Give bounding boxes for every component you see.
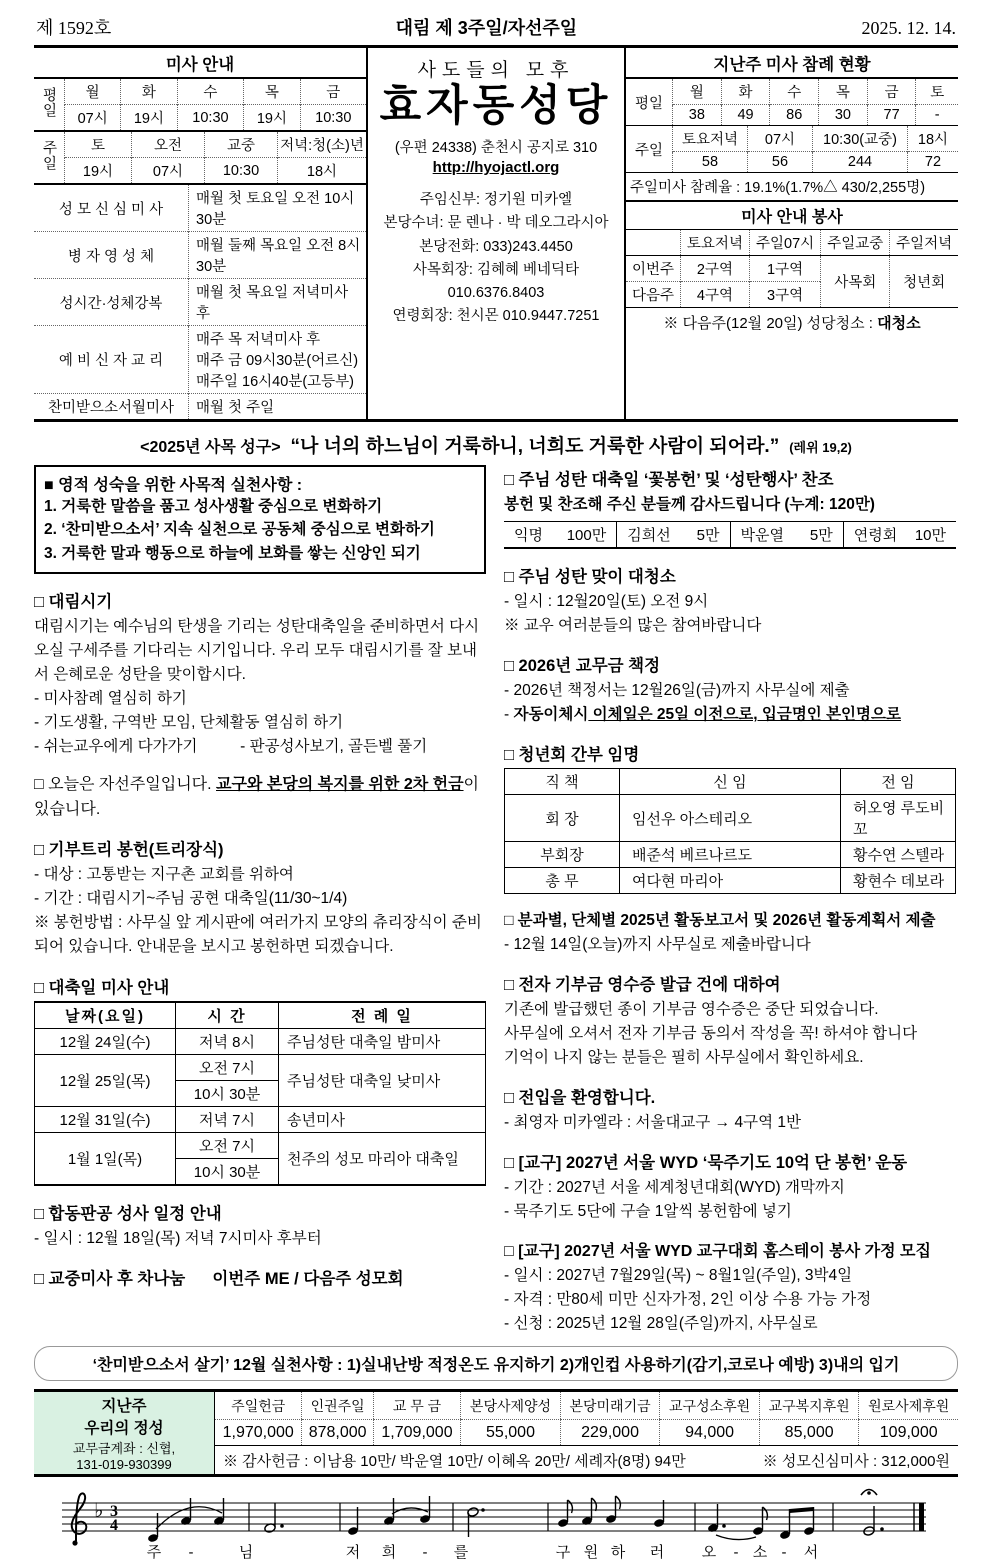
attendance-title: 지난주 미사 참례 현황 xyxy=(626,48,958,79)
day-cell: 금 xyxy=(300,79,366,105)
section-title: □ [교구] 2027년 서울 WYD 교구대회 홈스테이 봉사 가정 모집 xyxy=(504,1243,931,1261)
date-cell: 12월 31일(수) xyxy=(35,1106,176,1132)
offering-label-cell: 지난주 우리의 정성 교무금계좌 : 신협, 131-019-930399 xyxy=(34,1391,215,1476)
day-cell: 화 xyxy=(721,79,770,105)
svg-text:희: 희 xyxy=(381,1544,397,1562)
svg-text:님: 님 xyxy=(238,1544,254,1562)
section-e-receipt xyxy=(504,971,956,1070)
offering-value: 1,970,000 xyxy=(215,1420,302,1446)
donor-cell: 연령회 10만 xyxy=(843,522,956,547)
donor-cell: 익명 100만 xyxy=(514,527,607,545)
motto-reference: (레위 19,2) xyxy=(789,440,852,455)
zone-cell: 2구역 xyxy=(681,256,750,282)
section-title: □ 전입을 환영합니다. xyxy=(504,1089,656,1108)
rite-cell: 송년미사 xyxy=(279,1106,486,1132)
sisters-line: 본당수녀: 문 렌나 · 박 데오그라시아 xyxy=(383,215,609,232)
section-line: 사무실에 오셔서 전자 기부금 동의서 작성을 꼭! 하셔야 합니다 xyxy=(504,1025,918,1043)
service-title: 미사 안내 봉사 xyxy=(626,202,958,230)
header-cell: 전 례 일 xyxy=(279,1002,486,1029)
section-title: □ 대축일 미사 안내 xyxy=(34,978,170,997)
section-feast-mass xyxy=(34,974,486,1186)
section-title: □ 기부트리 봉헌(트리장식) xyxy=(34,841,224,860)
church-box xyxy=(368,48,624,419)
monthly-practice-banner: ‘찬미받으소서 살기’ 12월 실천사항 : 1)실내난방 적정온도 유지하기 2)개인컵 사용하기(감기,코로나 예방) 3)내의 입기 xyxy=(34,1346,958,1381)
header-cell: 주일07시 xyxy=(749,230,820,256)
time-cell: 오전 7시 xyxy=(176,1132,279,1158)
bullet-line: - 자동이체시 이체일은 25일 이전으로, 입금명인 본인명으로 xyxy=(504,706,901,724)
offering-header: 본당미래기금 xyxy=(560,1391,660,1420)
count-cell: 72 xyxy=(908,152,959,173)
mass-info-title: 미사 안내 xyxy=(34,48,366,79)
table-row xyxy=(35,1054,486,1080)
section-church-fund xyxy=(504,652,956,727)
practice-title: ■ 영적 성숙을 위한 사목적 실천사항 : xyxy=(44,477,303,494)
section-advent xyxy=(34,588,486,759)
time-cell: 저녁 8시 xyxy=(176,1028,279,1054)
header-cell: 토요저녁 xyxy=(681,230,750,256)
offering-table xyxy=(34,1389,958,1477)
church-contacts xyxy=(368,189,624,328)
section-title: □ 분과별, 단체별 2025년 활동보고서 및 2026년 활동계획서 제출 xyxy=(504,912,936,930)
name-cell: 황수연 스텔라 xyxy=(841,842,956,868)
weekday-label: 평일 xyxy=(40,87,57,118)
table-row xyxy=(35,1106,486,1132)
count-cell: - xyxy=(916,105,958,126)
count-cell: 244 xyxy=(813,152,908,173)
top-boxes xyxy=(34,45,958,422)
cleaning-note: ※ 다음주(12월 20일) 성당청소 : 대청소 xyxy=(663,315,921,332)
sunday-mass-table xyxy=(34,132,366,185)
section-youth-officers xyxy=(504,741,956,894)
flat-sign: ♭ xyxy=(94,1498,104,1523)
table-row xyxy=(34,394,366,420)
offering-value: 85,000 xyxy=(759,1420,859,1446)
bullet-line: - 2026년 책정서는 12월26일(금)까지 사무실에 제출 xyxy=(504,682,850,700)
section-gift-tree xyxy=(34,836,486,959)
section-title: □ 2026년 교무금 책정 xyxy=(504,657,661,676)
rite-cell: 천주의 성모 마리아 대축일 xyxy=(279,1132,486,1185)
count-cell: 49 xyxy=(721,105,770,126)
bullet-line: - 기도생활, 구역반 모임, 단체활동 열심히 하기 xyxy=(34,713,344,731)
section-charity-sunday xyxy=(34,773,486,823)
svg-text:원: 원 xyxy=(583,1544,599,1562)
council-line: 사목회장: 김혜혜 베네딕타 010.6376.8403 xyxy=(412,261,580,301)
section-title: □ 교중미사 후 차나눔 이번주 ME / 다음주 성모회 xyxy=(34,1269,404,1288)
section-line: 기억이 나지 않는 분들은 필히 사무실에서 확인하세요. xyxy=(504,1049,864,1067)
pastoral-motto xyxy=(34,431,958,458)
special-label: 성시간·성체강복 xyxy=(34,279,189,326)
special-value: 매월 둘째 목요일 오전 8시 30분 xyxy=(189,232,367,279)
bullet-line: - 일시 : 12월20일(토) 오전 9시 xyxy=(504,593,709,611)
count-cell: 86 xyxy=(770,105,819,126)
offering-header: 본당사제양성 xyxy=(461,1391,561,1420)
table-row xyxy=(34,232,366,279)
right-column xyxy=(504,462,956,1336)
donor-strip xyxy=(504,521,956,549)
header-cell: 직 책 xyxy=(505,769,620,795)
body-columns xyxy=(34,462,958,1336)
count-cell: 56 xyxy=(748,152,813,173)
role-cell: 부회장 xyxy=(505,842,620,868)
time-cell: 오전 7시 xyxy=(176,1054,279,1080)
header-row xyxy=(34,12,958,45)
section-paragraph: 대림시기는 예수님의 탄생을 기리는 성탄대축일을 준비하면서 다시오실 구세주를 기다리는 시기입니다. 우리 모두 대림시기를 잘 보내서 은혜로운 성탄을 맞이합시다. xyxy=(34,617,480,683)
day-cell: 토 xyxy=(916,79,958,105)
section-flower-donation xyxy=(504,466,956,549)
name-cell: 임선우 아스테리오 xyxy=(620,795,841,842)
bullet-line: - 대상 : 고통받는 지구촌 교회를 위하여 xyxy=(34,866,294,884)
time-cell: 10:30 xyxy=(177,105,244,132)
weekday-mass-table xyxy=(34,79,366,132)
practice-item: 1. 거룩한 말씀을 품고 성사생활 중심으로 변화하기 xyxy=(44,498,383,515)
left-column xyxy=(34,462,486,1336)
issue-date: 2025. 12. 14. xyxy=(861,18,956,38)
header-cell: 전 임 xyxy=(841,769,956,795)
zone-cell: 4구역 xyxy=(681,282,750,308)
feast-mass-table xyxy=(34,1001,486,1186)
bullet-line: - 미사참례 열심히 하기 xyxy=(34,689,187,707)
header-cell: 주일저녁 xyxy=(890,230,958,256)
col-cell: 교중 xyxy=(205,132,278,158)
svg-text:-: - xyxy=(733,1544,739,1562)
special-value: 매월 첫 목요일 저녁미사 후 xyxy=(189,279,367,326)
svg-text:하: 하 xyxy=(610,1544,626,1562)
section-tea xyxy=(34,1265,486,1289)
header-cell: 날짜(요일) xyxy=(35,1002,176,1029)
weekday-label: 평일 xyxy=(634,95,663,112)
section-title: □ [교구] 2027년 서울 WYD ‘묵주기도 10억 단 봉헌’ 운동 xyxy=(504,1154,908,1173)
count-cell: 30 xyxy=(819,105,868,126)
attendance-weekday-table xyxy=(626,79,958,126)
special-label: 병 자 영 성 체 xyxy=(34,232,189,279)
day-cell: 수 xyxy=(177,79,244,105)
bullet-line: - 일시 : 2027년 7월29일(목) ~ 8월1일(주일), 3박4일 xyxy=(504,1267,853,1285)
section-line: 봉헌 및 찬조해 주신 분들께 감사드립니다 (누계: 120만) xyxy=(504,496,875,513)
offering-value: 109,000 xyxy=(859,1420,958,1446)
special-mass-table xyxy=(34,185,366,419)
zone-cell: 3구역 xyxy=(749,282,820,308)
table-row xyxy=(505,868,956,894)
svg-text:구: 구 xyxy=(555,1544,571,1562)
church-address: (우편 24338) 춘천시 공지로 310 xyxy=(394,140,598,157)
time-cell: 10시 30분 xyxy=(176,1080,279,1106)
offering-value: 229,000 xyxy=(560,1420,660,1446)
offering-header: 교구복지후원 xyxy=(759,1391,859,1420)
section-wyd-rosary xyxy=(504,1149,956,1224)
role-cell: 총 무 xyxy=(505,868,620,894)
bullet-line: - 12월 14일(오늘)까지 사무실로 제출바랍니다 xyxy=(504,936,811,954)
phone-line: 본당전화: 033)243.4450 xyxy=(419,238,573,255)
offering-value: 55,000 xyxy=(461,1420,561,1446)
col-cell: 저녁:청(소)년 xyxy=(278,132,367,158)
name-cell: 황현수 데보라 xyxy=(841,868,956,894)
pastor-line: 주임신부: 정기원 미카엘 xyxy=(419,192,573,209)
blank-cell xyxy=(626,230,681,256)
offering-header: 주일헌금 xyxy=(215,1391,302,1420)
offering-header: 교구성소후원 xyxy=(660,1391,760,1420)
rite-cell: 주님성탄 대축일 밤미사 xyxy=(279,1028,486,1054)
motto-quote: “나 너의 하느님이 거룩하니, 너희도 거룩한 사람이 되어라.” xyxy=(290,436,780,457)
section-title: □ 대림시기 xyxy=(34,592,113,611)
bullet-line: - 쉬는교우에게 다가가기 - 판공성사보기, 골든벨 풀기 xyxy=(34,737,428,755)
time-cell: 19시 xyxy=(121,105,177,132)
table-row xyxy=(505,769,956,795)
offering-value: 1,709,000 xyxy=(373,1420,460,1446)
section-title: □ 주님 성탄 대축일 ‘꽃봉헌’ 및 ‘성탄행사’ 찬조 xyxy=(504,471,834,489)
offering-header: 교 무 금 xyxy=(373,1391,460,1420)
table-row xyxy=(35,1132,486,1158)
zone-cell: 1구역 xyxy=(749,256,820,282)
bullet-line: ※ 봉헌방법 : 사무실 앞 게시판에 여러가지 모양의 츄리장식이 준비되어 있습니다. 안내문을 보시고 봉헌하면 되겠습니다. xyxy=(34,914,482,956)
table-row xyxy=(34,326,366,394)
table-row xyxy=(34,279,366,326)
section-wyd-homestay xyxy=(504,1238,956,1336)
youth-officer-table xyxy=(504,768,956,894)
charity-paragraph: □ 오늘은 자선주일입니다. 교구와 본당의 복지를 위한 2차 헌금이 있습니다. xyxy=(34,775,479,818)
date-cell: 12월 25일(목) xyxy=(35,1054,176,1106)
header-cell: 신 임 xyxy=(620,769,841,795)
section-title: □ 주님 성탄 맞이 대청소 xyxy=(504,568,676,587)
donor-cell: 김희선 5만 xyxy=(616,522,729,547)
service-table xyxy=(626,230,958,308)
yeonryeong-line: 연령회장: 천시몬 010.9447.7251 xyxy=(392,308,600,325)
merged-cell: 청년회 xyxy=(890,256,958,308)
section-line: 기존에 발급했던 종이 기부금 영수증은 중단 되었습니다. xyxy=(504,1001,879,1019)
svg-text:소: 소 xyxy=(752,1544,768,1562)
motto-label: <2025년 사목 성구> xyxy=(140,439,281,456)
count-cell: 38 xyxy=(673,105,722,126)
time-sig-top: 3 xyxy=(110,1503,118,1521)
row-label: 이번주 xyxy=(631,262,675,278)
svg-text:오: 오 xyxy=(701,1544,717,1562)
time-cell: 저녁 7시 xyxy=(176,1106,279,1132)
marian-mass-offering: ※ 성모신심미사 : 312,000원 xyxy=(762,1452,950,1470)
svg-text:저: 저 xyxy=(345,1544,361,1562)
merged-cell: 사목회 xyxy=(821,256,890,308)
time-cell: 19시 xyxy=(65,158,132,185)
svg-text:-: - xyxy=(188,1544,194,1562)
bullet-line: - 기간 : 대림시기~주님 공현 대축일(11/30~1/4) xyxy=(34,890,348,908)
section-welcome xyxy=(504,1084,956,1135)
attendance-rate: 주일미사 참례율 : 19.1%(1.7%△ 430/2,255명) xyxy=(626,173,958,202)
col-cell: 18시 xyxy=(908,126,959,152)
bullet-line: - 자격 : 만80세 미만 신자가정, 2인 이상 수용 가능 가정 xyxy=(504,1291,872,1309)
church-name: 효자동성당 xyxy=(379,83,613,130)
offering-footer xyxy=(215,1446,959,1476)
table-row xyxy=(34,185,366,232)
day-cell: 금 xyxy=(867,79,916,105)
edition-title: 대림 제 3주일/자선주일 xyxy=(395,18,578,38)
bullet-line: - 신청 : 2025년 12월 28일(주일)까지, 사무실로 xyxy=(504,1315,818,1333)
count-cell: 77 xyxy=(867,105,916,126)
time-cell: 19시 xyxy=(244,105,300,132)
hymn-lyrics xyxy=(147,1543,819,1561)
svg-text:-: - xyxy=(781,1544,787,1562)
special-label: 예 비 신 자 교 리 xyxy=(34,326,189,394)
header-cell: 주일교중 xyxy=(821,230,890,256)
fermata-icon xyxy=(861,1490,877,1496)
special-value: 매주 목 저녁미사 후 매주 금 09시30분(어르신) 매주일 16시40분(고등부) xyxy=(189,326,367,394)
time-cell: 07시 xyxy=(65,105,121,132)
bullet-line: - 묵주기도 5단에 구슬 1알씩 봉헌함에 넣기 xyxy=(504,1203,792,1221)
section-confession xyxy=(34,1200,486,1251)
sunday-label: 주일 xyxy=(40,140,57,171)
count-cell: 58 xyxy=(673,152,748,173)
day-cell: 목 xyxy=(244,79,300,105)
row-label: 다음주 xyxy=(626,282,681,308)
name-cell: 허오영 루도비꼬 xyxy=(841,795,956,842)
time-cell: 10:30 xyxy=(205,158,278,185)
special-label: 찬미받으소서월미사 xyxy=(34,394,189,420)
rite-cell: 주님성탄 대축일 낮미사 xyxy=(279,1054,486,1106)
bullet-line: - 기간 : 2027년 서울 세계청년대회(WYD) 개막까지 xyxy=(504,1179,845,1197)
church-website-link[interactable]: http://hyojactl.org xyxy=(432,159,560,177)
bullet-line: ※ 교우 여러분들의 많은 참여바랍니다 xyxy=(504,617,762,635)
name-cell: 여다현 마리아 xyxy=(620,868,841,894)
bullet-line: - 일시 : 12월 18일(목) 저녁 7시미사 후부터 xyxy=(34,1229,322,1247)
thanks-offering: ※ 감사헌금 : 이남용 10만/ 박운열 10만/ 이혜옥 20만/ 세례자(8명) 94만 xyxy=(223,1452,686,1470)
name-cell: 배준석 베르나르도 xyxy=(620,842,841,868)
col-cell: 토 xyxy=(65,132,132,158)
day-cell: 월 xyxy=(673,79,722,105)
tea-detail: 이번주 ME / 다음주 성모회 xyxy=(212,1269,404,1288)
time-sig-bottom: 4 xyxy=(110,1517,118,1535)
col-cell: 10:30(교중) xyxy=(813,126,908,152)
section-christmas-cleaning xyxy=(504,563,956,638)
attendance-box xyxy=(624,48,958,419)
hymn-staff xyxy=(46,1483,958,1567)
svg-text:러: 러 xyxy=(649,1544,665,1562)
table-row xyxy=(505,842,956,868)
section-title: □ 전자 기부금 영수증 발급 건에 대하여 xyxy=(504,976,781,995)
table-row xyxy=(505,795,956,842)
special-value: 매월 첫 주일 xyxy=(189,394,367,420)
col-cell: 오전 xyxy=(132,132,205,158)
bullet-line: - 최영자 미카엘라 : 서울대교구 → 4구역 1반 xyxy=(504,1114,801,1132)
time-cell: 07시 xyxy=(132,158,205,185)
table-row xyxy=(35,1028,486,1054)
time-cell: 18시 xyxy=(278,158,367,185)
svg-text:를: 를 xyxy=(453,1544,469,1562)
sunday-label: 주일 xyxy=(634,142,663,159)
col-cell: 토요저녁 xyxy=(673,126,748,152)
practice-item: 2. ‘찬미받으소서’ 지속 실천으로 공동체 중심으로 변화하기 xyxy=(44,521,435,539)
time-cell: 10시 30분 xyxy=(176,1158,279,1185)
special-value: 매월 첫 토요일 오전 10시 30분 xyxy=(189,185,367,232)
section-title: □ 합동판공 성사 일정 안내 xyxy=(34,1204,222,1223)
offering-value: 878,000 xyxy=(302,1420,373,1446)
donor-cell: 박운열 5만 xyxy=(730,522,843,547)
svg-text:주: 주 xyxy=(146,1544,162,1562)
issue-number: 제 1592호 xyxy=(36,18,112,38)
date-cell: 1월 1일(목) xyxy=(35,1132,176,1185)
role-cell: 회 장 xyxy=(505,795,620,842)
section-title: □ 청년회 간부 임명 xyxy=(504,746,640,765)
header-cell: 시 간 xyxy=(176,1002,279,1029)
offering-value: 94,000 xyxy=(660,1420,760,1446)
day-cell: 목 xyxy=(819,79,868,105)
col-cell: 07시 xyxy=(748,126,813,152)
day-cell: 수 xyxy=(770,79,819,105)
practice-item: 3. 거룩한 말과 행동으로 하늘에 보화를 쌓는 신앙인 되기 xyxy=(44,544,421,562)
mass-info-box xyxy=(34,48,368,419)
church-subtitle: 사도들의 모후 xyxy=(417,60,575,81)
svg-text:서: 서 xyxy=(803,1544,819,1562)
day-cell: 월 xyxy=(65,79,121,105)
offering-header: 원로사제후원 xyxy=(859,1391,958,1420)
date-cell: 12월 24일(수) xyxy=(35,1028,176,1054)
svg-text:-: - xyxy=(422,1544,428,1562)
practice-box xyxy=(34,465,486,574)
offering-header: 인권주일 xyxy=(302,1391,373,1420)
day-cell: 화 xyxy=(121,79,177,105)
section-activity-report xyxy=(504,908,956,957)
time-cell: 10:30 xyxy=(300,105,366,132)
treble-clef-icon xyxy=(72,1494,87,1546)
music-notation xyxy=(46,1483,946,1567)
special-label: 성 모 신 심 미 사 xyxy=(58,201,164,218)
attendance-sunday-table xyxy=(626,126,958,173)
